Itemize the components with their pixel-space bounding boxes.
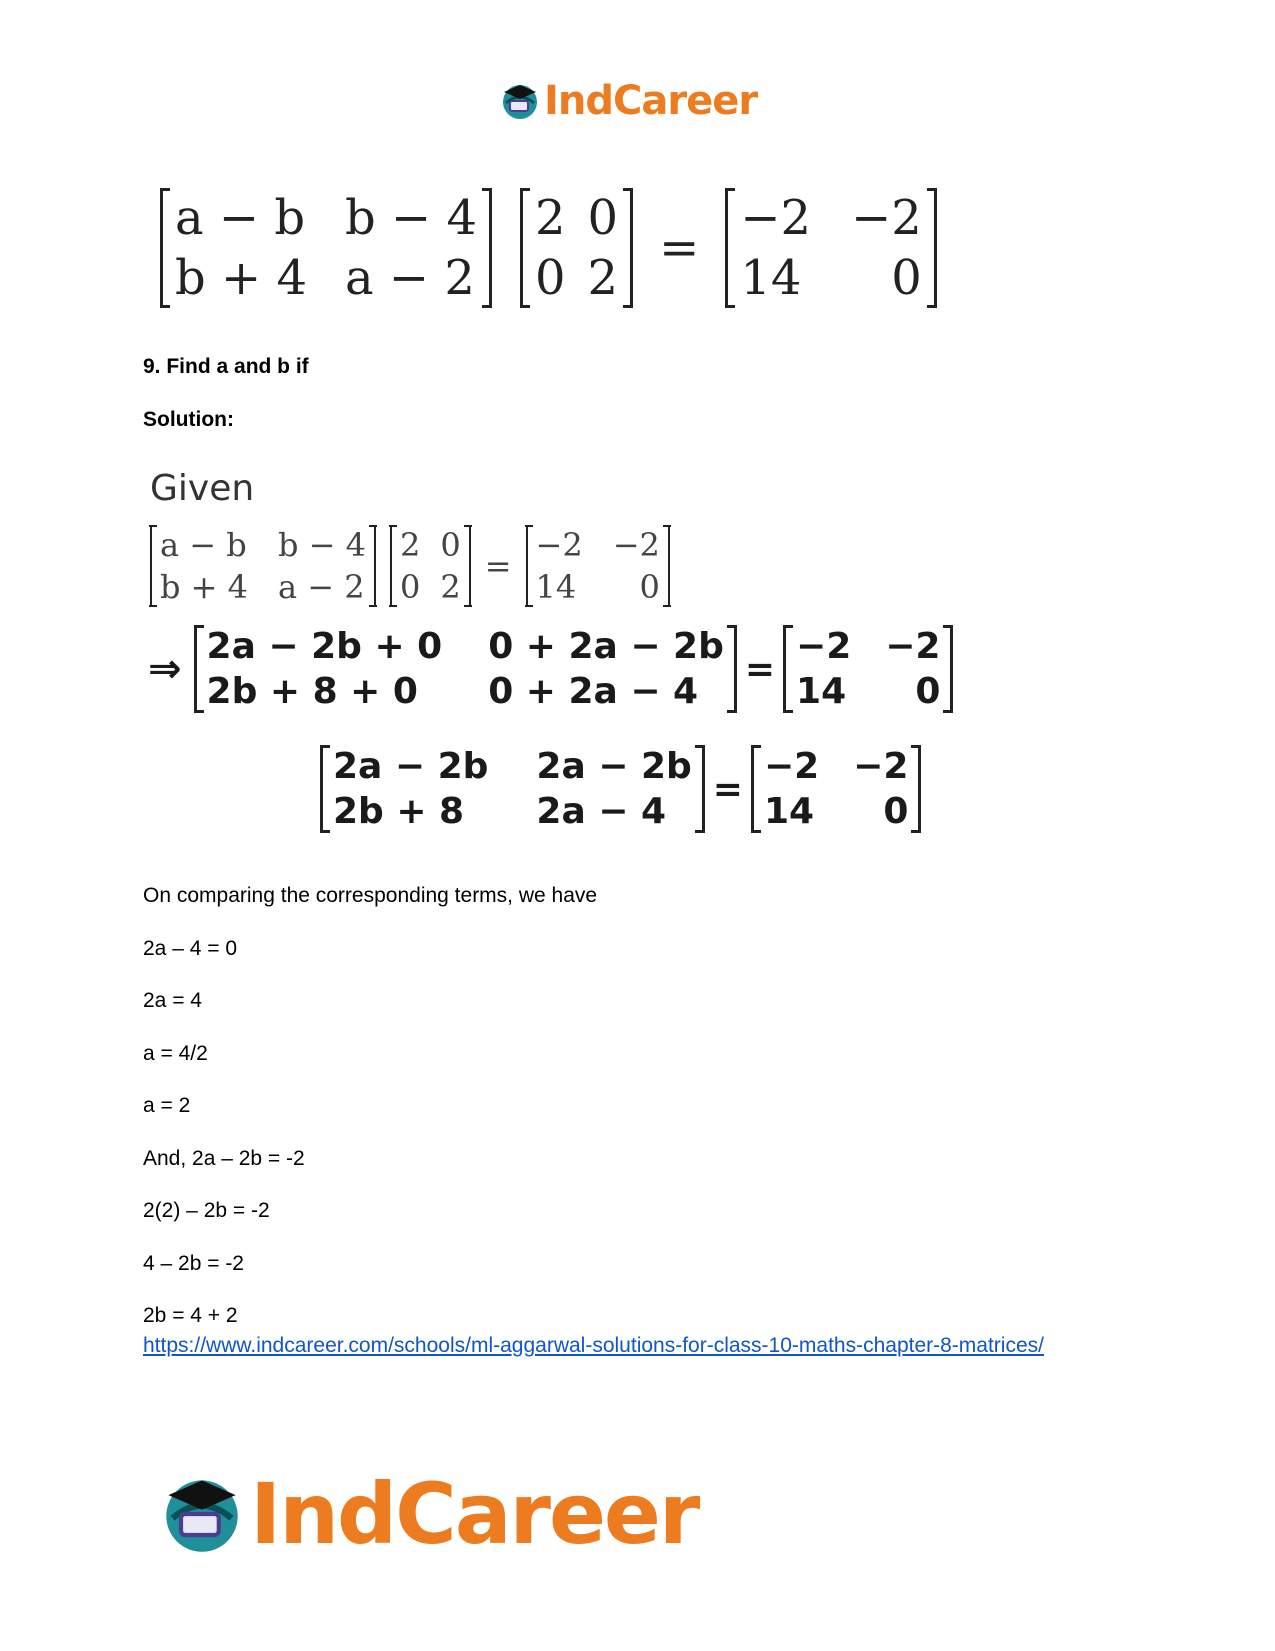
matrix-middle bbox=[520, 188, 633, 308]
body-line: 2(2) – 2b = -2 bbox=[143, 1199, 270, 1222]
equals-sign: = bbox=[484, 547, 512, 585]
matrix-cell: −2 bbox=[796, 626, 852, 667]
matrix-cell: 14 bbox=[763, 791, 815, 832]
matrix-cell: 0 bbox=[891, 250, 922, 306]
source-link[interactable]: https://www.indcareer.com/schools/ml-aggarwal-solutions-for-class-10-maths-chapter-8-matrices/ bbox=[143, 1334, 1044, 1357]
body-line: 2a – 4 = 0 bbox=[143, 937, 237, 960]
matrix-cell: 2a − 2b bbox=[536, 746, 692, 787]
matrix-cell: −2 bbox=[740, 190, 812, 246]
graduation-cap-globe-icon bbox=[160, 1472, 244, 1556]
given-label: Given bbox=[150, 468, 255, 509]
matrix-cell: a − b bbox=[175, 190, 306, 246]
indcareer-logo-bottom bbox=[160, 1465, 698, 1563]
matrix-cell: 0 bbox=[400, 568, 421, 606]
body-line: 4 – 2b = -2 bbox=[143, 1252, 244, 1275]
matrix-cell: a − b bbox=[160, 526, 247, 564]
solution-step-3 bbox=[320, 745, 921, 833]
solution-step-1 bbox=[150, 525, 670, 607]
body-line: 2a = 4 bbox=[143, 989, 202, 1012]
matrix-right bbox=[725, 188, 937, 308]
matrix-cell: 0 bbox=[440, 526, 461, 564]
matrix-cell: 14 bbox=[796, 671, 847, 712]
matrix-cell: −2 bbox=[612, 526, 660, 564]
matrix-cell: 2 bbox=[535, 190, 566, 246]
matrix-cell: 14 bbox=[740, 250, 802, 306]
matrix-right bbox=[751, 745, 921, 833]
matrix-cell: 0 bbox=[883, 791, 909, 832]
matrix-cell: a − 2 bbox=[278, 568, 365, 606]
graduation-cap-globe-icon bbox=[500, 81, 540, 121]
matrix-cell: 0 bbox=[535, 250, 566, 306]
matrix-right bbox=[783, 625, 953, 713]
indcareer-logo-top bbox=[500, 78, 757, 124]
matrix-cell: −2 bbox=[763, 746, 820, 787]
logo-wordmark: IndCareer bbox=[250, 1465, 699, 1563]
matrix-cell: 14 bbox=[535, 568, 577, 606]
equals-sign: = bbox=[659, 220, 700, 276]
logo-wordmark: IndCareer bbox=[544, 78, 758, 124]
matrix-cell: 2a − 2b bbox=[333, 746, 489, 787]
matrix-cell: 2 bbox=[587, 250, 619, 306]
matrix-cell: b − 4 bbox=[345, 190, 477, 246]
solution-label: Solution: bbox=[143, 408, 234, 431]
matrix-cell: −2 bbox=[853, 746, 909, 787]
matrix-left bbox=[150, 525, 376, 607]
body-line: And, 2a – 2b = -2 bbox=[143, 1147, 305, 1170]
solution-step-2 bbox=[148, 625, 953, 713]
body-line: On comparing the corresponding terms, we have bbox=[143, 884, 598, 907]
matrix-cell: −2 bbox=[885, 626, 941, 667]
matrix-cell: 2b + 8 bbox=[333, 791, 465, 832]
matrix-cell: 0 bbox=[915, 671, 941, 712]
matrix-cell: 2a − 2b + 0 bbox=[206, 626, 443, 667]
matrix-cell: 2 bbox=[400, 526, 421, 564]
matrix-cell: 2b + 8 + 0 bbox=[206, 671, 418, 712]
matrix-cell: b + 4 bbox=[160, 568, 248, 606]
matrix-cell: 0 bbox=[587, 190, 619, 246]
matrix-cell: 0 + 2a − 4 bbox=[488, 671, 699, 712]
matrix-cell: 2 bbox=[440, 568, 461, 606]
matrix-left bbox=[194, 625, 737, 713]
matrix-cell: −2 bbox=[851, 190, 922, 246]
matrix-middle bbox=[390, 525, 471, 607]
body-line: a = 4/2 bbox=[143, 1042, 208, 1065]
implies-arrow: ⇒ bbox=[148, 646, 182, 692]
matrix-left bbox=[320, 745, 705, 833]
matrix-cell: b − 4 bbox=[278, 526, 366, 564]
matrix-cell: a − 2 bbox=[345, 250, 475, 306]
matrix-left bbox=[160, 188, 492, 308]
equals-sign: = bbox=[712, 768, 743, 810]
body-line: 2b = 4 + 2 bbox=[143, 1304, 238, 1327]
matrix-cell: −2 bbox=[535, 526, 583, 564]
body-line: a = 2 bbox=[143, 1094, 191, 1117]
matrix-cell: 0 bbox=[639, 568, 660, 606]
question-matrix-equation bbox=[160, 188, 937, 308]
matrix-cell: b + 4 bbox=[175, 250, 307, 306]
question-title: 9. Find a and b if bbox=[143, 355, 309, 378]
matrix-cell: 0 + 2a − 2b bbox=[488, 626, 724, 667]
equals-sign: = bbox=[744, 648, 776, 690]
matrix-right bbox=[526, 525, 670, 607]
matrix-cell: 2a − 4 bbox=[536, 791, 667, 832]
